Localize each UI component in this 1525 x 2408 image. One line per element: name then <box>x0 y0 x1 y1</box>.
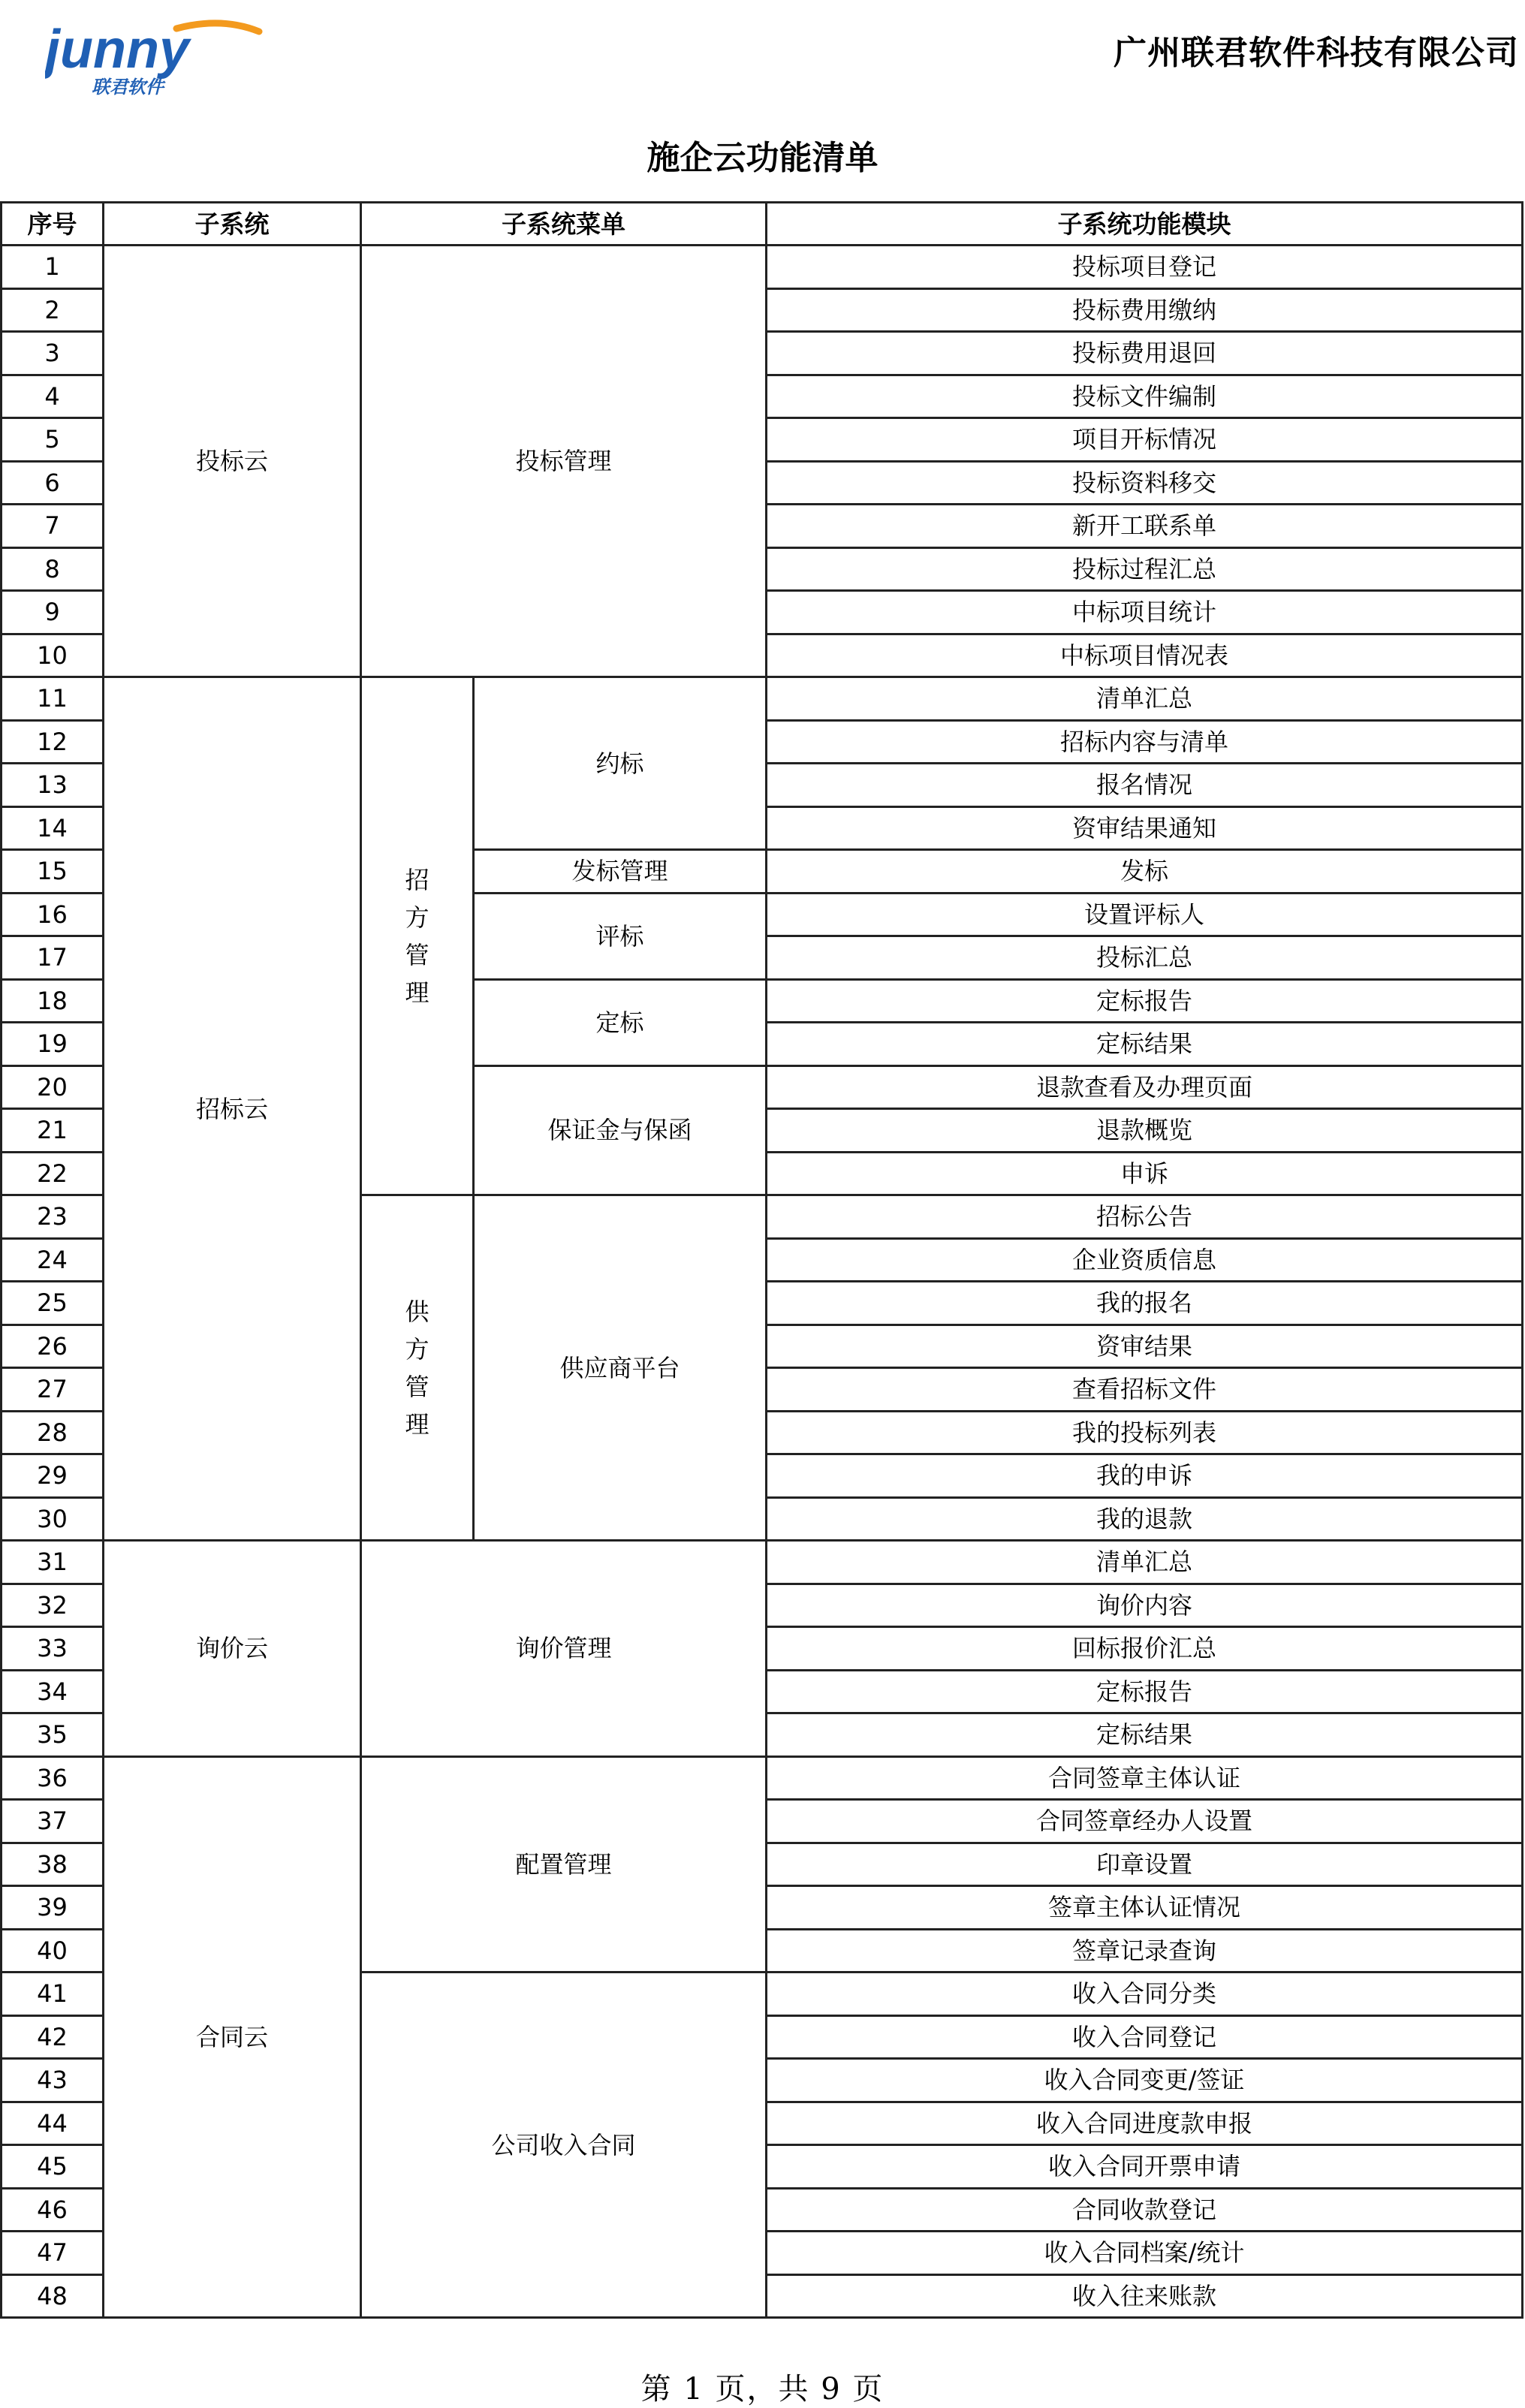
header-no: 序号 <box>2 203 104 246</box>
module-cell: 资审结果通知 <box>767 806 1523 850</box>
row-no: 48 <box>2 2274 104 2318</box>
row-no: 27 <box>2 1368 104 1412</box>
module-cell: 投标资料移交 <box>767 461 1523 505</box>
row-no: 1 <box>2 246 104 289</box>
module-cell: 查看招标文件 <box>767 1368 1523 1412</box>
row-no: 2 <box>2 288 104 332</box>
row-no: 22 <box>2 1152 104 1195</box>
module-cell: 清单汇总 <box>767 677 1523 721</box>
row-no: 28 <box>2 1411 104 1454</box>
module-cell: 新开工联系单 <box>767 505 1523 548</box>
menu-cell: 发标管理 <box>474 850 767 894</box>
module-cell: 合同签章经办人设置 <box>767 1800 1523 1843</box>
menu-group-cell <box>361 677 474 1195</box>
menu-cell: 询价管理 <box>361 1541 767 1757</box>
module-cell: 资审结果 <box>767 1325 1523 1368</box>
subsystem-cell: 询价云 <box>104 1541 361 1757</box>
table-row <box>2 1541 1523 1584</box>
module-cell: 发标 <box>767 850 1523 894</box>
menu-group-label: 供方管理 <box>405 1297 429 1439</box>
menu-cell: 约标 <box>474 677 767 850</box>
header-module: 子系统功能模块 <box>767 203 1523 246</box>
row-no: 21 <box>2 1109 104 1153</box>
module-cell: 投标费用缴纳 <box>767 288 1523 332</box>
module-cell: 收入往来账款 <box>767 2274 1523 2318</box>
module-cell: 印章设置 <box>767 1843 1523 1886</box>
row-no: 25 <box>2 1282 104 1325</box>
row-no: 9 <box>2 591 104 634</box>
module-cell: 招标内容与清单 <box>767 720 1523 764</box>
row-no: 13 <box>2 764 104 807</box>
row-no: 41 <box>2 1973 104 2016</box>
row-no: 16 <box>2 893 104 936</box>
row-no: 44 <box>2 2102 104 2145</box>
header-menu: 子系统菜单 <box>361 203 767 246</box>
row-no: 46 <box>2 2188 104 2232</box>
table-row <box>2 246 1523 289</box>
row-no: 40 <box>2 1929 104 1973</box>
table-row <box>2 677 1523 721</box>
row-no: 34 <box>2 1670 104 1713</box>
module-cell: 报名情况 <box>767 764 1523 807</box>
page-title: 施企云功能清单 <box>646 139 879 177</box>
module-cell: 定标结果 <box>767 1713 1523 1757</box>
row-no: 7 <box>2 505 104 548</box>
menu-cell: 公司收入合同 <box>361 1973 767 2318</box>
row-no: 30 <box>2 1497 104 1541</box>
row-no: 38 <box>2 1843 104 1886</box>
module-cell: 询价内容 <box>767 1584 1523 1627</box>
module-cell: 收入合同开票申请 <box>767 2145 1523 2189</box>
row-no: 42 <box>2 2015 104 2059</box>
row-no: 26 <box>2 1325 104 1368</box>
table-header-row <box>2 203 1523 246</box>
menu-cell: 投标管理 <box>361 246 767 677</box>
module-cell: 企业资质信息 <box>767 1238 1523 1282</box>
row-no: 6 <box>2 461 104 505</box>
row-no: 43 <box>2 2059 104 2102</box>
logo-subtext: 联君软件 <box>92 77 164 98</box>
row-no: 8 <box>2 547 104 591</box>
subsystem-cell: 招标云 <box>104 677 361 1541</box>
row-no: 5 <box>2 418 104 462</box>
module-cell: 投标文件编制 <box>767 375 1523 418</box>
row-no: 32 <box>2 1584 104 1627</box>
module-cell: 退款概览 <box>767 1109 1523 1153</box>
module-cell: 投标费用退回 <box>767 332 1523 375</box>
row-no: 39 <box>2 1886 104 1930</box>
row-no: 35 <box>2 1713 104 1757</box>
module-cell: 我的报名 <box>767 1282 1523 1325</box>
company-logo <box>45 15 270 98</box>
menu-cell: 配置管理 <box>361 1756 767 1973</box>
row-no: 45 <box>2 2145 104 2189</box>
module-cell: 设置评标人 <box>767 893 1523 936</box>
module-cell: 定标报告 <box>767 979 1523 1023</box>
row-no: 12 <box>2 720 104 764</box>
row-no: 10 <box>2 634 104 677</box>
logo-text: junny <box>45 20 189 80</box>
module-cell: 申诉 <box>767 1152 1523 1195</box>
row-no: 29 <box>2 1454 104 1498</box>
module-cell: 投标汇总 <box>767 936 1523 980</box>
module-cell: 退款查看及办理页面 <box>767 1065 1523 1109</box>
menu-cell: 保证金与保函 <box>474 1065 767 1195</box>
company-name: 广州联君软件科技有限公司 <box>1114 34 1519 72</box>
page-footer: 第 1 页，共 9 页 <box>640 2372 885 2406</box>
row-no: 14 <box>2 806 104 850</box>
module-cell: 定标结果 <box>767 1023 1523 1066</box>
subsystem-cell: 合同云 <box>104 1756 361 2318</box>
table-row <box>2 1756 1523 1800</box>
row-no: 4 <box>2 375 104 418</box>
module-cell: 合同签章主体认证 <box>767 1756 1523 1800</box>
subsystem-cell: 投标云 <box>104 246 361 677</box>
row-no: 23 <box>2 1195 104 1239</box>
row-no: 3 <box>2 332 104 375</box>
row-no: 11 <box>2 677 104 721</box>
module-cell: 收入合同档案/统计 <box>767 2232 1523 2275</box>
row-no: 15 <box>2 850 104 894</box>
module-cell: 定标报告 <box>767 1670 1523 1713</box>
menu-cell: 评标 <box>474 893 767 979</box>
module-cell: 收入合同登记 <box>767 2015 1523 2059</box>
row-no: 37 <box>2 1800 104 1843</box>
module-cell: 我的申诉 <box>767 1454 1523 1498</box>
module-cell: 回标报价汇总 <box>767 1627 1523 1671</box>
module-cell: 投标过程汇总 <box>767 547 1523 591</box>
row-no: 31 <box>2 1541 104 1584</box>
module-cell: 合同收款登记 <box>767 2188 1523 2232</box>
row-no: 17 <box>2 936 104 980</box>
module-cell: 收入合同分类 <box>767 1973 1523 2016</box>
module-cell: 项目开标情况 <box>767 418 1523 462</box>
function-table <box>0 201 1523 2319</box>
row-no: 33 <box>2 1627 104 1671</box>
row-no: 20 <box>2 1065 104 1109</box>
logo-graphic <box>45 15 270 98</box>
row-no: 19 <box>2 1023 104 1066</box>
module-cell: 签章记录查询 <box>767 1929 1523 1973</box>
module-cell: 中标项目情况表 <box>767 634 1523 677</box>
module-cell: 我的退款 <box>767 1497 1523 1541</box>
module-cell: 清单汇总 <box>767 1541 1523 1584</box>
menu-cell: 定标 <box>474 979 767 1065</box>
module-cell: 收入合同进度款申报 <box>767 2102 1523 2145</box>
menu-group-label: 招方管理 <box>405 865 429 1007</box>
row-no: 47 <box>2 2232 104 2275</box>
module-cell: 签章主体认证情况 <box>767 1886 1523 1930</box>
menu-group-cell <box>361 1195 474 1541</box>
module-cell: 中标项目统计 <box>767 591 1523 634</box>
header-subsystem: 子系统 <box>104 203 361 246</box>
module-cell: 投标项目登记 <box>767 246 1523 289</box>
module-cell: 招标公告 <box>767 1195 1523 1239</box>
row-no: 18 <box>2 979 104 1023</box>
row-no: 36 <box>2 1756 104 1800</box>
row-no: 24 <box>2 1238 104 1282</box>
menu-cell: 供应商平台 <box>474 1195 767 1541</box>
module-cell: 我的投标列表 <box>767 1411 1523 1454</box>
module-cell: 收入合同变更/签证 <box>767 2059 1523 2102</box>
